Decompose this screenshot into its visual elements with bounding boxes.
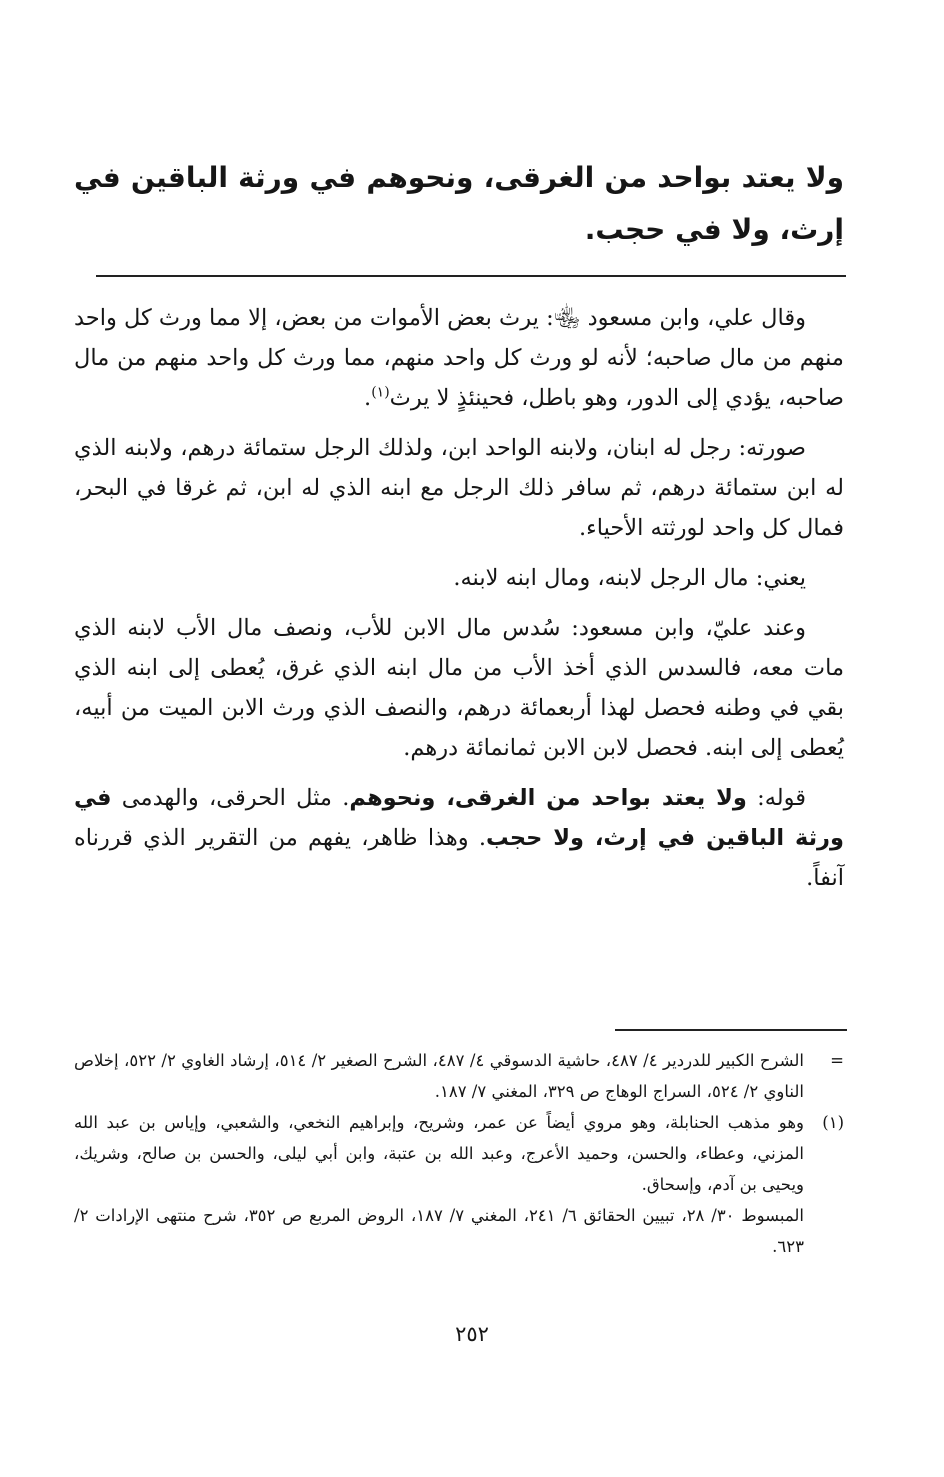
footnote-text (74, 1107, 804, 1262)
matn-separator-rule (96, 275, 846, 277)
quoted-matn: ولا يعتد بواحد من الغرقى، ونحوهم (349, 785, 747, 811)
commentary-text: وقال علي، وابن مسعود ﵄: يرث بعض الأموات من بعض، إلا مما ورث كل واحد منهم من مال صاحبه؛ لأنه لو ورث كل واحد منهم، مما ورث كل واحد منهم من مال صاحبه، يؤدي إلى الدور، وهو باطل، فحينئذٍ لا يرث (74, 305, 844, 411)
matn-heading: ولا يعتد بواحد من الغرقى، ونحوهم في ورثة الباقين في إرث، ولا في حجب. (74, 161, 844, 246)
footnote-line: المبسوط ٣٠/ ٢٨، تبيين الحقائق ٦/ ٢٤١، المغني ٧/ ١٨٧، الروض المربع ص ٣٥٢، شرح منتهى الإرادات ٢/ ٦٢٣. (74, 1206, 805, 1256)
quoted-matn: في ورثة الباقين في إرث، ولا حجب (74, 785, 844, 851)
footnote-line: الشرح الكبير للدردير ٤/ ٤٨٧، حاشية الدسوقي ٤/ ٤٨٧، الشرح الصغير ٢/ ٥١٤، إرشاد الغاوي ٢/ ٥٢٢، إخلاص الناوي ٢/ ٥٢٤، السراج الوهاج ص ٣٢٩، المغني ٧/ ١٨٧. (74, 1051, 804, 1101)
commentary-paragraph: يعني: مال الرجل لابنه، ومال ابنه لابنه. (453, 565, 806, 591)
commentary-text: قوله: (746, 785, 806, 811)
footnote-text (74, 1045, 804, 1107)
footnote-line: وهو مذهب الحنابلة، وهو مروي أيضاً عن عمر، وشريح، وإبراهيم النخعي، والشعبي، وإياس بن عبد الله المزني، وعطاء، والحسن، وحميد الأعرج، وعبد الله بن عتبة، وابن أبي ليلى، والحسن بن صالح، وشريك، ويحيى بن آدم، وإسحاق. (74, 1113, 804, 1194)
footnote-marker: (١) (822, 1113, 844, 1132)
commentary-text: . وهذا ظاهر، يفهم من التقرير الذي قررناه آنفاً. (74, 825, 844, 891)
commentary-paragraph (74, 778, 844, 898)
commentary-paragraph: صورته: رجل له ابنان، ولابنه الواحد ابن، ولذلك الرجل ستمائة درهم، ولابنه الذي له ابن ستمائة درهم، ثم سافر ذلك الرجل مع ابنه الذي له ابن، ثم غرقا في البحر، فمال كل واحد لورثته الأحياء. (74, 435, 844, 541)
footnote-separator-rule (615, 1029, 847, 1031)
commentary-text: . (364, 385, 372, 411)
commentary-paragraph: وعند عليّ، وابن مسعود: سُدس مال الابن للأب، ونصف مال الأب لابنه الذي مات معه، فالسدس الذي أخذ الأب من مال ابنه الذي غرق، يُعطى إلى ابنه الذي بقي في وطنه فحصل لهذا أربعمائة درهم، والنصف الذي ورث الابن الميت من أبيه، يُعطى إلى ابنه. فحصل لابن الابن ثمانمائة درهم. (74, 615, 844, 761)
footnote-marker: = (830, 1051, 844, 1070)
commentary-text: . مثل الحرقى، والهدمى (111, 785, 350, 811)
commentary-paragraph (74, 298, 844, 418)
footnotes (74, 1045, 844, 1262)
page-number: ٢٥٢ (455, 1322, 489, 1346)
footnote (74, 1107, 844, 1262)
commentary-body (74, 298, 844, 908)
footnote (74, 1045, 844, 1107)
footnote-reference: (١) (371, 384, 390, 401)
